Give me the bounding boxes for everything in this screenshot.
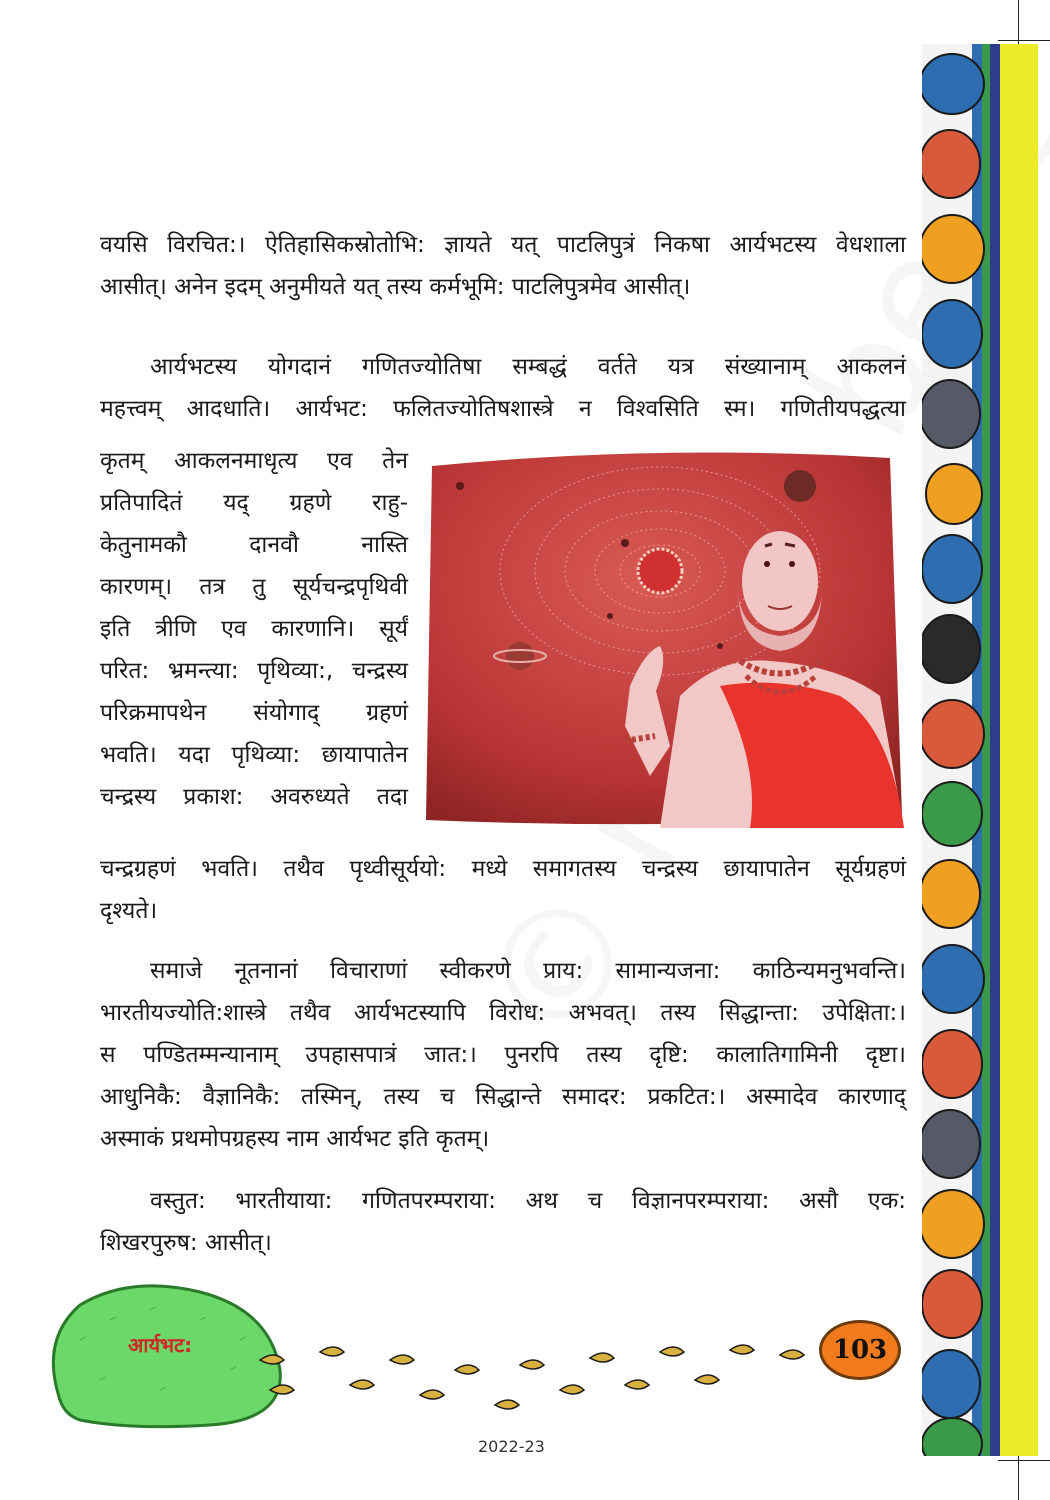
text-line: भवति। यदा पृथिव्या: छायापातेन	[100, 742, 408, 768]
decorative-border	[922, 44, 1002, 1456]
chapter-label: आर्यभट:	[128, 1333, 193, 1357]
planet-icon	[506, 642, 534, 670]
text-line: प्रतिपादितं यद् ग्रहणे राहु-	[100, 490, 408, 516]
aryabhata-illustration	[420, 446, 904, 828]
text-line: वयसि विरचित:। ऐतिहासिकस्रोतोभि: ज्ञायते यत् पाटलिपुत्रं निकषा आर्यभटस्य वेधशाला	[100, 232, 906, 258]
text-line: भारतीयज्योति:शास्त्रे तथैव आर्यभटस्यापि विरोध: अभवत्। तस्य सिद्धान्ता: उपेक्षिता:।	[100, 1000, 906, 1026]
planet-icon	[784, 470, 816, 502]
paragraph-2-wrapped	[100, 440, 408, 818]
sun-icon	[638, 549, 682, 593]
text-line: आधुनिकै: वैज्ञानिकै: तस्मिन्, तस्य च सिद्धान्ते समादर: प्रकटित:। अस्मादेव कारणाद्	[100, 1084, 906, 1110]
text-line: आसीत्। अनेन इदम् अनुमीयते यत् तस्य कर्मभूमि: पाटलिपुत्रमेव आसीत्।	[100, 274, 691, 300]
text-line: इति त्रीणि एव कारणानि। सूर्यं	[100, 616, 408, 642]
paragraph-4	[100, 1180, 906, 1264]
paragraph-2-intro	[100, 346, 906, 430]
text-line: आर्यभटस्य योगदानं गणितज्योतिषा सम्बद्धं वर्तते यत्र संख्यानाम् आकलनं	[150, 354, 906, 380]
crop-mark	[998, 1460, 1050, 1461]
text-line: केतुनामकौ दानवौ नास्ति	[100, 532, 408, 558]
text-line: महत्त्वम् आदधाति। आर्यभट: फलितज्योतिषशास्त्रे न विश्वसिति स्म। गणितीयपद्धत्या	[100, 396, 906, 422]
text-line: परिक्रमापथेन संयोगाद् ग्रहणं	[100, 700, 408, 726]
text-line: अस्माकं प्रथमोपग्रहस्य नाम आर्यभट इति कृतम्।	[100, 1126, 490, 1152]
paragraph-1	[100, 224, 906, 308]
edition-year: 2022-23	[478, 1437, 545, 1456]
text-line: शिखरपुरुष: आसीत्।	[100, 1230, 272, 1256]
text-line: वस्तुत: भारतीयाया: गणितपरम्पराया: अथ च विज्ञानपरम्पराया: असौ एक:	[150, 1188, 906, 1214]
text-line: चन्द्रग्रहणं भवति। तथैव पृथ्वीसूर्ययो: मध्ये समागतस्य चन्द्रस्य छायापातेन सूर्यग्रहणं	[100, 856, 906, 882]
text-line: चन्द्रस्य प्रकाश: अवरुध्यते तदा	[100, 784, 408, 810]
side-color-bar	[1000, 44, 1038, 1456]
crop-mark	[998, 40, 1050, 41]
text-line: स पण्डितम्मन्यानाम् उपहासपात्रं जात:। पुनरपि तस्य दृष्टि: कालातिगामिनी दृष्टा।	[100, 1042, 906, 1068]
footprints-decoration	[250, 1330, 820, 1430]
text-line: परित: भ्रमन्त्या: पृथिव्या:, चन्द्रस्य	[100, 658, 408, 684]
page-number: 103	[819, 1320, 901, 1380]
text-line: दृश्यते।	[100, 898, 158, 924]
paragraph-3	[100, 950, 906, 1160]
text-line: कृतम् आकलनमाधृत्य एव तेन	[100, 448, 408, 474]
text-line: कारणम्। तत्र तु सूर्यचन्द्रपृथिवी	[100, 574, 408, 600]
text-line: समाजे नूतनानां विचाराणां स्वीकरणे प्राय: सामान्यजना: काठिन्यमनुभवन्ति।	[150, 958, 906, 984]
paragraph-2-end	[100, 848, 906, 932]
